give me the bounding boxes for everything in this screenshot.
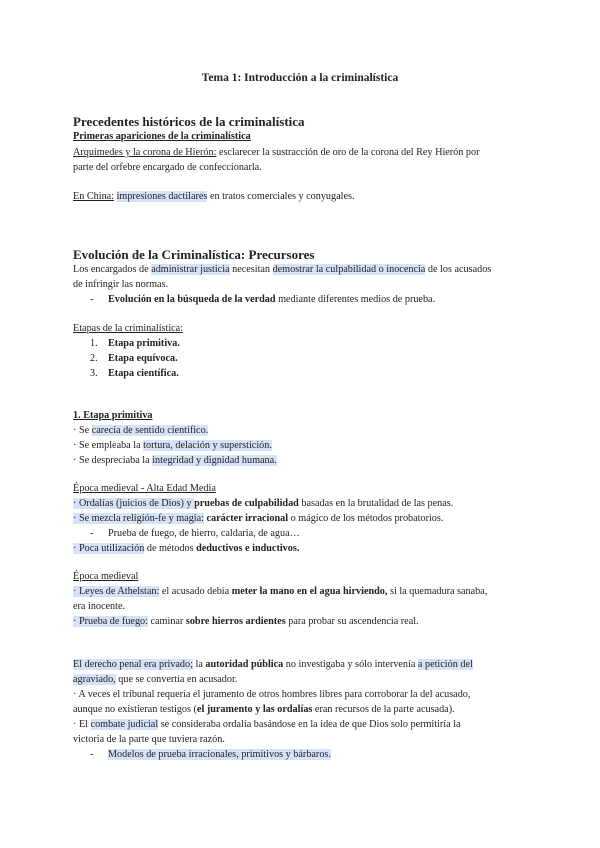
etapa-item — [90, 337, 180, 350]
alta-edad-2-highlight: · Se mezcla religión-fe y magia: — [73, 513, 204, 524]
medieval-1-highlight: · Leyes de Athelstan: — [73, 586, 160, 597]
derecho-5-highlight: combate judicial — [90, 719, 159, 730]
primitiva-2-highlight: tortura, delación y superstición. — [143, 440, 272, 451]
derecho-4-text: aunque no existieran testigos ( — [73, 704, 197, 715]
derecho-1-bold: autoridad pública — [205, 659, 284, 670]
etapa-number: 2. — [90, 353, 98, 364]
derecho-line-1 — [73, 658, 528, 671]
etapa-item — [90, 367, 179, 380]
derecho-1-highlight-2: a petición del — [417, 659, 473, 670]
medieval-2-highlight: · Prueba de fuego: — [73, 616, 148, 627]
arquimedes-label: Arquímedes y la corona de Hierón: — [73, 147, 217, 158]
medieval-line-1 — [73, 585, 528, 598]
etapa-number: 1. — [90, 338, 98, 349]
medieval-1-text: el acusado debía — [159, 586, 232, 597]
arquimedes-text: esclarecer la sustracción de oro de la corona del Rey Hierón por — [216, 147, 480, 158]
alta-edad-1-bold: pruebas de culpabilidad — [194, 498, 299, 509]
derecho-4-bold: el juramento y las ordalías — [196, 704, 313, 715]
bullet-evolucion — [90, 293, 435, 306]
encargados-highlight-1: administrar justicia — [151, 264, 230, 275]
alta-edad-1-text: basadas en la brutalidad de las penas. — [298, 498, 454, 509]
medieval-line-1-cont: era inocente. — [73, 601, 126, 612]
alta-edad-1-highlight: · Ordalías (juicios de Dios) y — [73, 498, 195, 509]
section-heading-evolucion: Evolución de la Criminalística: Precursores — [73, 247, 315, 262]
paragraph-arquimedes-cont: parte del orfebre encargado de confeccionarla. — [73, 162, 262, 173]
medieval-2-bold: sobre hierros ardientes — [185, 616, 286, 627]
china-text: en tratos comerciales y conyugales. — [207, 191, 355, 202]
paragraph-encargados — [73, 263, 528, 276]
primitiva-line-2 — [73, 439, 528, 452]
alta-edad-2-bold: carácter irracional — [203, 513, 289, 524]
derecho-line-2 — [73, 673, 528, 686]
china-label: En China: — [73, 191, 115, 202]
etapa-number: 3. — [90, 368, 98, 379]
derecho-line-6: victoria de la parte que tuviera razón. — [73, 734, 225, 745]
dash-marker: - — [90, 294, 94, 305]
derecho-1-highlight: El derecho penal era privado; — [73, 659, 193, 670]
alta-edad-2-text: o mágico de los métodos probatorios. — [288, 513, 444, 524]
primitiva-line-1 — [73, 424, 528, 437]
document-title: Tema 1: Introducción a la criminalística — [201, 72, 399, 84]
derecho-line-4 — [73, 703, 528, 716]
epoca-medieval-label: Época medieval — [73, 571, 139, 582]
derecho-2-text: que se convertía en acusador. — [115, 674, 238, 685]
encargados-text-c: de los acusados — [425, 264, 492, 275]
paragraph-encargados-cont: de infringir las normas. — [73, 279, 169, 290]
primitiva-line-3 — [73, 454, 528, 467]
primitiva-3-text: · Se despreciaba la — [73, 455, 153, 466]
alta-edad-3-highlight: · Poca utilización — [73, 543, 145, 554]
subheading-primeras-apariciones: Primeras apariciones de la criminalística — [73, 131, 251, 142]
primitiva-1-text: · Se — [73, 425, 92, 436]
derecho-dash-highlight: Modelos de prueba irracionales, primitivos y bárbaros. — [108, 749, 331, 760]
paragraph-china — [73, 190, 528, 203]
dash-marker: - — [90, 528, 94, 539]
medieval-2-text2: para probar su ascendencia real. — [285, 616, 419, 627]
medieval-1-bold: meter la mano en el agua hirviendo, — [231, 586, 388, 597]
etapa-item — [90, 352, 178, 365]
bullet-evolucion-bold: Evolución en la búsqueda de la verdad — [108, 294, 276, 305]
derecho-dash — [90, 748, 331, 761]
bullet-evolucion-text: mediante diferentes medios de prueba. — [275, 294, 436, 305]
primitiva-3-highlight: integridad y dignidad humana. — [152, 455, 277, 466]
alta-edad-dash — [90, 527, 300, 540]
derecho-5-text2: se consideraba ordalía basándose en la idea de que Dios solo permitiría la — [158, 719, 461, 730]
epoca-alta-edad-media-label: Época medieval - Alta Edad Media — [73, 483, 216, 494]
derecho-2-highlight: agraviado, — [73, 674, 116, 685]
dash-marker: - — [90, 749, 94, 760]
alta-edad-dash-text: Prueba de fuego, de hierro, caldaria, de agua… — [108, 528, 300, 539]
derecho-1-text: la — [192, 659, 206, 670]
section-heading-precedentes: Precedentes históricos de la criminalística — [73, 114, 305, 129]
primitiva-1-highlight: carecía de sentido científico. — [91, 425, 209, 436]
etapa-label: Etapa científica. — [108, 368, 179, 379]
alta-edad-line-2 — [73, 512, 528, 525]
alta-edad-line-1 — [73, 497, 528, 510]
medieval-2-text: caminar — [147, 616, 186, 627]
derecho-5-text: · El — [73, 719, 91, 730]
alta-edad-line-3 — [73, 542, 528, 555]
derecho-4-text2: eran recursos de la parte acusada). — [312, 704, 455, 715]
etapa-label: Etapa primitiva. — [108, 338, 180, 349]
etapas-label: Etapas de la criminalística: — [73, 323, 184, 334]
china-highlight: impresiones dactilares — [116, 191, 208, 202]
alta-edad-3-bold: deductivos e inductivos. — [196, 543, 300, 554]
derecho-line-5 — [73, 718, 528, 731]
medieval-1-text2: si la quemadura sanaba, — [387, 586, 488, 597]
section-heading-etapa-primitiva: 1. Etapa primitiva — [73, 410, 153, 421]
etapa-label: Etapa equívoca. — [108, 353, 178, 364]
derecho-1-text2: no investigaba y sólo intervenía — [283, 659, 418, 670]
alta-edad-3-text: de métodos — [144, 543, 197, 554]
encargados-highlight-2: demostrar la culpabilidad o inocencia — [272, 264, 426, 275]
derecho-line-3: · A veces el tribunal requería el juramento de otros hombres libres para corroborar la del acusado, — [73, 689, 471, 700]
encargados-text-a: Los encargados de — [73, 264, 152, 275]
medieval-line-2 — [73, 615, 528, 628]
primitiva-2-text: · Se empleaba la — [73, 440, 144, 451]
paragraph-arquimedes — [73, 146, 528, 159]
encargados-text-b: necesitan — [229, 264, 273, 275]
